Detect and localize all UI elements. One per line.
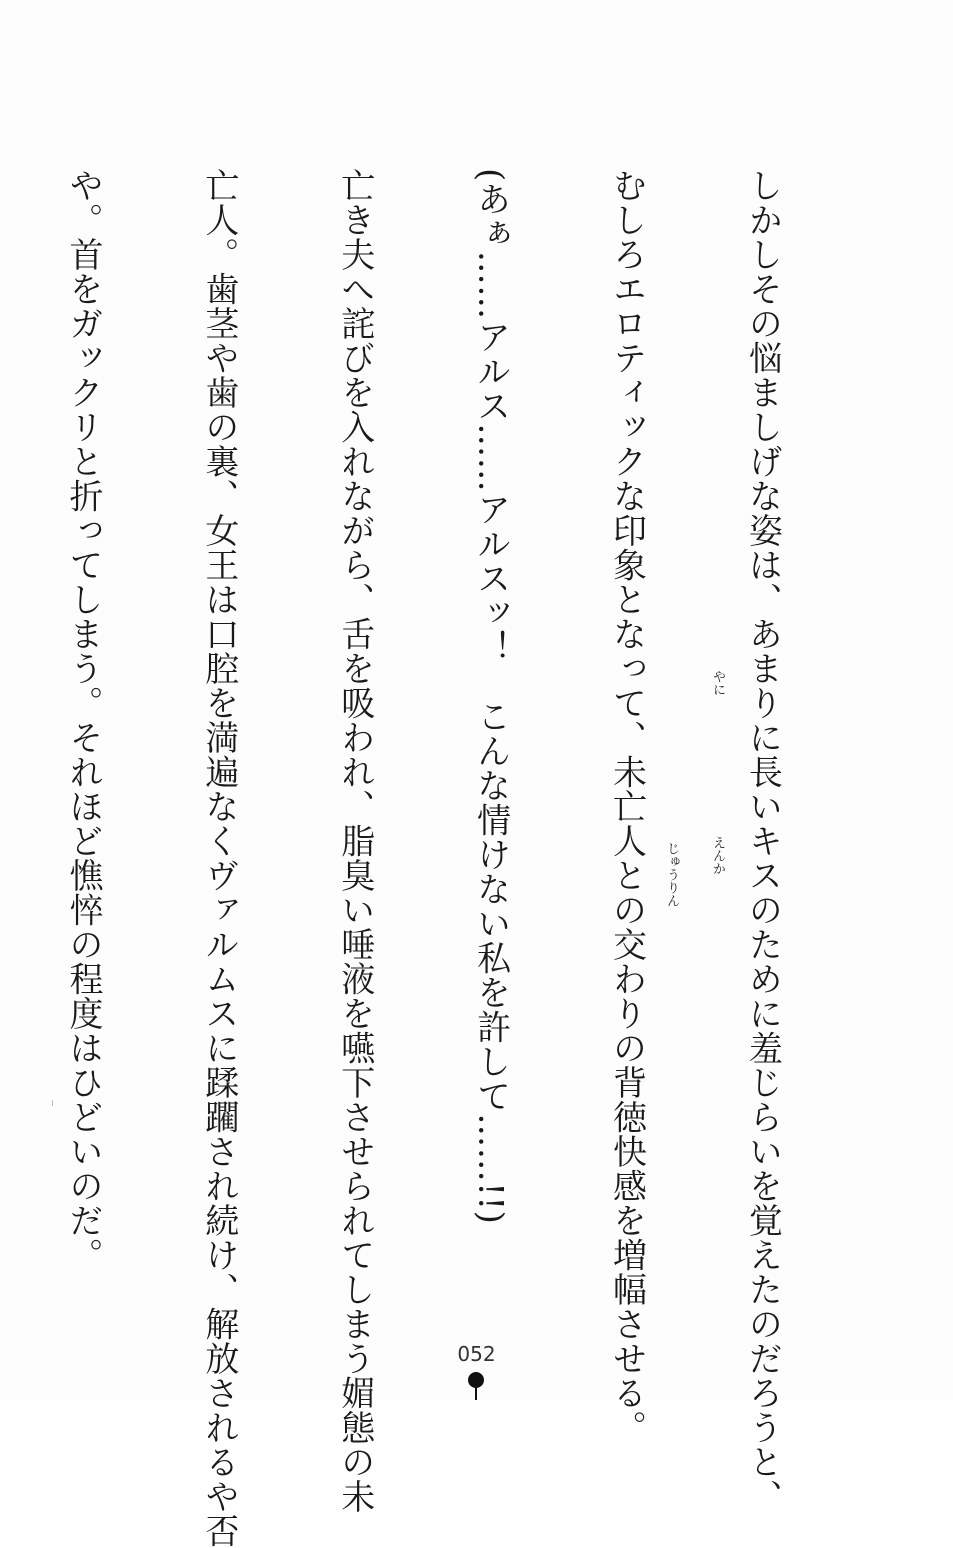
page-number: 052: [457, 1342, 496, 1366]
text-line: しかしその悩ましげな姿は、あまりに長いキスのために羞じらいを覚えたのだろうと、: [742, 168, 783, 1514]
page-dot-stem: [475, 1388, 477, 1400]
ruby-enka: えんか: [710, 836, 725, 875]
text-line: や。首をガックリと折ってしまう。それほど憔悴の程度はひどいのだ。: [62, 168, 103, 1272]
text-line: 亡き夫へ詫びを入れながら、舌を吸われ、脂臭い唾液を嚥下させられてしまう媚態の未: [334, 168, 375, 1514]
ruby-yani: やに: [710, 670, 725, 696]
ruby-juurin: じゅうりん: [664, 842, 679, 907]
text-line: むしろエロティックな印象となって、未亡人との交わりの背徳快感を増幅させる。: [606, 168, 647, 1445]
margin-mark: [52, 1100, 53, 1106]
text-line: (あぁ……アルス……アルスッ！ こんな情けない私を許して……!!): [470, 168, 511, 1225]
page-dot-ornament: [468, 1372, 484, 1388]
text-line: 亡人。歯茎や歯の裏、女王は口腔を満遍なくヴァルムスに蹂躙され続け、解放されるや否: [198, 168, 239, 1548]
